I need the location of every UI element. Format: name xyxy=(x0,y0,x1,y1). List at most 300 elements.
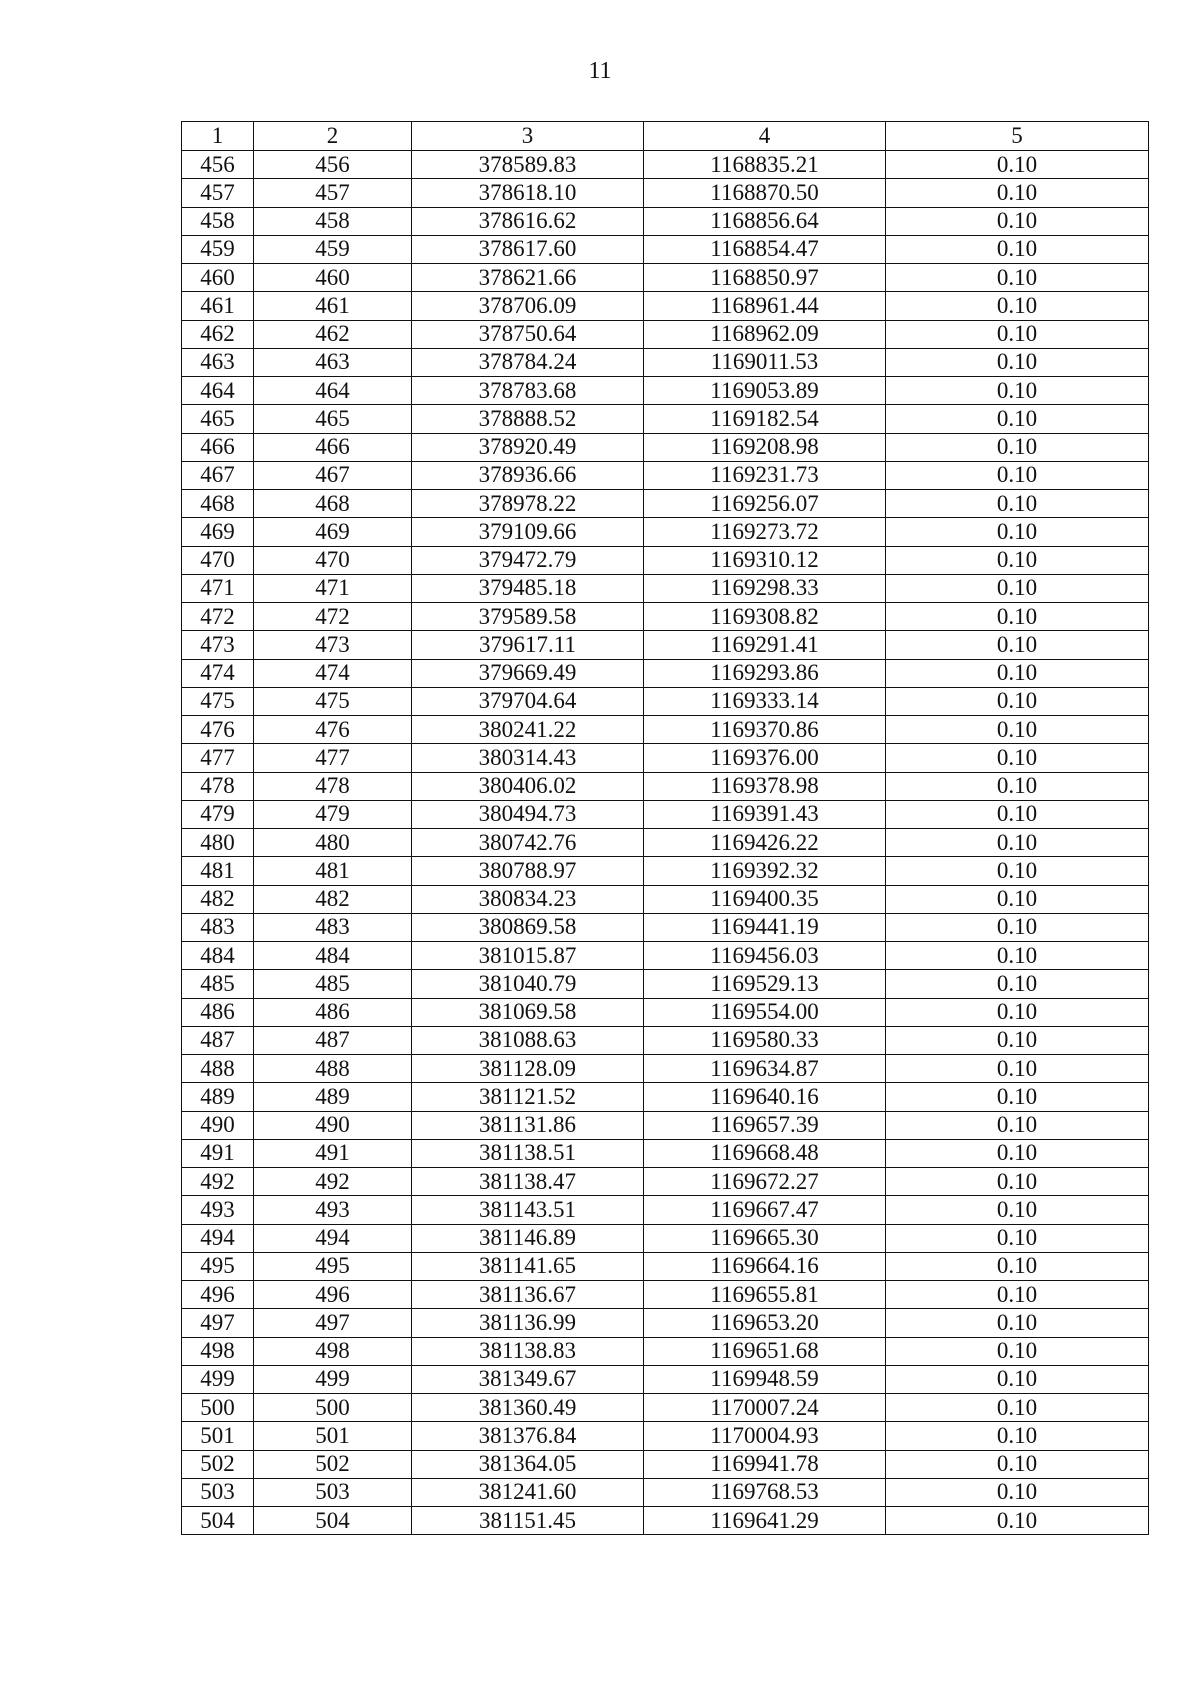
table-cell: 1169053.89 xyxy=(644,377,886,405)
table-cell: 1169308.82 xyxy=(644,603,886,631)
table-cell: 473 xyxy=(182,631,254,659)
table-cell: 471 xyxy=(254,574,412,602)
table-row xyxy=(182,1196,1149,1224)
table-row xyxy=(182,574,1149,602)
table-cell: 0.10 xyxy=(886,1026,1149,1054)
table-cell: 0.10 xyxy=(886,631,1149,659)
table-cell: 0.10 xyxy=(886,1422,1149,1450)
table-row xyxy=(182,970,1149,998)
table-cell: 1170004.93 xyxy=(644,1422,886,1450)
table-cell: 476 xyxy=(182,716,254,744)
table-cell: 460 xyxy=(254,264,412,292)
table-cell: 462 xyxy=(254,320,412,348)
table-cell: 0.10 xyxy=(886,1252,1149,1280)
table-cell: 381138.51 xyxy=(412,1139,644,1167)
table-cell: 504 xyxy=(182,1507,254,1535)
table-cell: 0.10 xyxy=(886,377,1149,405)
table-cell: 478 xyxy=(182,772,254,800)
table-cell: 378784.24 xyxy=(412,348,644,376)
table-cell: 467 xyxy=(182,461,254,489)
column-header: 2 xyxy=(254,122,412,151)
table-cell: 380742.76 xyxy=(412,829,644,857)
table-cell: 1169378.98 xyxy=(644,772,886,800)
table-cell: 487 xyxy=(182,1026,254,1054)
table-cell: 381131.86 xyxy=(412,1111,644,1139)
table-cell: 0.10 xyxy=(886,800,1149,828)
table-row xyxy=(182,1139,1149,1167)
table-cell: 380834.23 xyxy=(412,885,644,913)
table-cell: 381136.99 xyxy=(412,1309,644,1337)
table-row xyxy=(182,461,1149,489)
table-cell: 459 xyxy=(254,235,412,263)
table-row xyxy=(182,1281,1149,1309)
table-row xyxy=(182,518,1149,546)
table-cell: 464 xyxy=(254,377,412,405)
table-cell: 490 xyxy=(182,1111,254,1139)
table-cell: 0.10 xyxy=(886,913,1149,941)
table-row xyxy=(182,377,1149,405)
table-row xyxy=(182,151,1149,179)
table-cell: 0.10 xyxy=(886,179,1149,207)
table-cell: 483 xyxy=(254,913,412,941)
table-cell: 468 xyxy=(254,490,412,518)
table-cell: 501 xyxy=(182,1422,254,1450)
table-cell: 0.10 xyxy=(886,1337,1149,1365)
table-cell: 379704.64 xyxy=(412,687,644,715)
table-cell: 458 xyxy=(254,207,412,235)
table-cell: 503 xyxy=(182,1478,254,1506)
table-cell: 379472.79 xyxy=(412,546,644,574)
table-cell: 0.10 xyxy=(886,687,1149,715)
column-header: 5 xyxy=(886,122,1149,151)
table-cell: 0.10 xyxy=(886,857,1149,885)
table-cell: 1169231.73 xyxy=(644,461,886,489)
table-cell: 0.10 xyxy=(886,716,1149,744)
table-cell: 1169948.59 xyxy=(644,1365,886,1393)
table-cell: 0.10 xyxy=(886,292,1149,320)
table-cell: 463 xyxy=(254,348,412,376)
table-row xyxy=(182,631,1149,659)
table-cell: 480 xyxy=(254,829,412,857)
table-cell: 1169400.35 xyxy=(644,885,886,913)
table-cell: 1169554.00 xyxy=(644,998,886,1026)
table-row xyxy=(182,998,1149,1026)
table-cell: 1169273.72 xyxy=(644,518,886,546)
table-cell: 1169651.68 xyxy=(644,1337,886,1365)
table-row xyxy=(182,942,1149,970)
table-cell: 494 xyxy=(182,1224,254,1252)
table-cell: 488 xyxy=(254,1055,412,1083)
table-cell: 378750.64 xyxy=(412,320,644,348)
table-cell: 380788.97 xyxy=(412,857,644,885)
table-row xyxy=(182,490,1149,518)
table-cell: 380869.58 xyxy=(412,913,644,941)
table-cell: 457 xyxy=(254,179,412,207)
table-row xyxy=(182,659,1149,687)
table-cell: 467 xyxy=(254,461,412,489)
table-row xyxy=(182,235,1149,263)
table-cell: 1169657.39 xyxy=(644,1111,886,1139)
table-cell: 0.10 xyxy=(886,744,1149,772)
table-cell: 478 xyxy=(254,772,412,800)
table-cell: 381121.52 xyxy=(412,1083,644,1111)
table-cell: 0.10 xyxy=(886,264,1149,292)
table-cell: 0.10 xyxy=(886,772,1149,800)
table-cell: 0.10 xyxy=(886,1309,1149,1337)
table-row xyxy=(182,405,1149,433)
table-cell: 456 xyxy=(182,151,254,179)
table-cell: 1169376.00 xyxy=(644,744,886,772)
table-cell: 1169529.13 xyxy=(644,970,886,998)
table-cell: 473 xyxy=(254,631,412,659)
table-cell: 378617.60 xyxy=(412,235,644,263)
table-body xyxy=(182,151,1149,1535)
table-cell: 1168835.21 xyxy=(644,151,886,179)
table-cell: 463 xyxy=(182,348,254,376)
table-cell: 465 xyxy=(254,405,412,433)
table-cell: 379669.49 xyxy=(412,659,644,687)
table-cell: 0.10 xyxy=(886,433,1149,461)
table-cell: 1169426.22 xyxy=(644,829,886,857)
table-cell: 0.10 xyxy=(886,348,1149,376)
table-row xyxy=(182,772,1149,800)
table-cell: 381040.79 xyxy=(412,970,644,998)
table-cell: 1169310.12 xyxy=(644,546,886,574)
table-cell: 379485.18 xyxy=(412,574,644,602)
table-cell: 0.10 xyxy=(886,151,1149,179)
table-cell: 502 xyxy=(254,1450,412,1478)
table-cell: 1169672.27 xyxy=(644,1168,886,1196)
table-cell: 476 xyxy=(254,716,412,744)
table-cell: 491 xyxy=(182,1139,254,1167)
table-cell: 498 xyxy=(182,1337,254,1365)
table-cell: 378621.66 xyxy=(412,264,644,292)
table-cell: 1169665.30 xyxy=(644,1224,886,1252)
table-cell: 1169667.47 xyxy=(644,1196,886,1224)
table-cell: 378978.22 xyxy=(412,490,644,518)
table-cell: 477 xyxy=(254,744,412,772)
table-cell: 0.10 xyxy=(886,1111,1149,1139)
table-cell: 1168856.64 xyxy=(644,207,886,235)
table-cell: 492 xyxy=(254,1168,412,1196)
table-cell: 489 xyxy=(254,1083,412,1111)
table-cell: 492 xyxy=(182,1168,254,1196)
table-cell: 477 xyxy=(182,744,254,772)
table-cell: 485 xyxy=(254,970,412,998)
column-header: 4 xyxy=(644,122,886,151)
table-cell: 381136.67 xyxy=(412,1281,644,1309)
table-row xyxy=(182,1507,1149,1535)
table-row xyxy=(182,687,1149,715)
table-cell: 493 xyxy=(254,1196,412,1224)
table-row xyxy=(182,800,1149,828)
table-row xyxy=(182,1337,1149,1365)
table-cell: 497 xyxy=(254,1309,412,1337)
table-cell: 500 xyxy=(182,1394,254,1422)
table-cell: 469 xyxy=(182,518,254,546)
table-cell: 1169941.78 xyxy=(644,1450,886,1478)
table-cell: 1168854.47 xyxy=(644,235,886,263)
table-cell: 472 xyxy=(182,603,254,631)
table-cell: 378589.83 xyxy=(412,151,644,179)
table-cell: 475 xyxy=(182,687,254,715)
table-cell: 0.10 xyxy=(886,546,1149,574)
table-cell: 380494.73 xyxy=(412,800,644,828)
table-cell: 461 xyxy=(182,292,254,320)
table-cell: 464 xyxy=(182,377,254,405)
table-cell: 381069.58 xyxy=(412,998,644,1026)
table-cell: 0.10 xyxy=(886,1055,1149,1083)
table-cell: 0.10 xyxy=(886,829,1149,857)
table-cell: 457 xyxy=(182,179,254,207)
table-cell: 465 xyxy=(182,405,254,433)
table-cell: 466 xyxy=(182,433,254,461)
table-cell: 0.10 xyxy=(886,518,1149,546)
table-cell: 497 xyxy=(182,1309,254,1337)
table-cell: 484 xyxy=(254,942,412,970)
table-cell: 0.10 xyxy=(886,1478,1149,1506)
table-row xyxy=(182,857,1149,885)
table-cell: 0.10 xyxy=(886,405,1149,433)
table-cell: 0.10 xyxy=(886,970,1149,998)
table-cell: 484 xyxy=(182,942,254,970)
table-row xyxy=(182,1083,1149,1111)
table-cell: 1169298.33 xyxy=(644,574,886,602)
table-cell: 1169293.86 xyxy=(644,659,886,687)
table-cell: 498 xyxy=(254,1337,412,1365)
table-row xyxy=(182,433,1149,461)
table-cell: 487 xyxy=(254,1026,412,1054)
table-cell: 381151.45 xyxy=(412,1507,644,1535)
table-cell: 381241.60 xyxy=(412,1478,644,1506)
table-cell: 469 xyxy=(254,518,412,546)
table-cell: 379589.58 xyxy=(412,603,644,631)
table-cell: 1169668.48 xyxy=(644,1139,886,1167)
table-cell: 381364.05 xyxy=(412,1450,644,1478)
table-cell: 474 xyxy=(182,659,254,687)
table-cell: 1168962.09 xyxy=(644,320,886,348)
table-row xyxy=(182,913,1149,941)
table-cell: 483 xyxy=(182,913,254,941)
table-cell: 493 xyxy=(182,1196,254,1224)
table-cell: 481 xyxy=(182,857,254,885)
table-row xyxy=(182,1309,1149,1337)
table-row xyxy=(182,885,1149,913)
table-cell: 1169580.33 xyxy=(644,1026,886,1054)
table-cell: 381143.51 xyxy=(412,1196,644,1224)
table-cell: 1169256.07 xyxy=(644,490,886,518)
table-cell: 501 xyxy=(254,1422,412,1450)
table-cell: 0.10 xyxy=(886,659,1149,687)
table-cell: 495 xyxy=(254,1252,412,1280)
table-row xyxy=(182,1111,1149,1139)
table-cell: 378936.66 xyxy=(412,461,644,489)
table-cell: 1169391.43 xyxy=(644,800,886,828)
table-cell: 502 xyxy=(182,1450,254,1478)
column-header: 1 xyxy=(182,122,254,151)
table-cell: 456 xyxy=(254,151,412,179)
table-cell: 490 xyxy=(254,1111,412,1139)
table-row xyxy=(182,1365,1149,1393)
table-cell: 481 xyxy=(254,857,412,885)
table-cell: 0.10 xyxy=(886,1168,1149,1196)
table-cell: 489 xyxy=(182,1083,254,1111)
table-cell: 0.10 xyxy=(886,1196,1149,1224)
table-cell: 0.10 xyxy=(886,1365,1149,1393)
table-cell: 381141.65 xyxy=(412,1252,644,1280)
page-number: 11 xyxy=(588,58,612,84)
table-cell: 486 xyxy=(182,998,254,1026)
table-row xyxy=(182,1224,1149,1252)
table-cell: 1169441.19 xyxy=(644,913,886,941)
table-cell: 479 xyxy=(182,800,254,828)
table-row xyxy=(182,603,1149,631)
table-row xyxy=(182,1422,1149,1450)
table-row xyxy=(182,1450,1149,1478)
table-cell: 1169640.16 xyxy=(644,1083,886,1111)
table-cell: 1169655.81 xyxy=(644,1281,886,1309)
table-cell: 503 xyxy=(254,1478,412,1506)
table-cell: 482 xyxy=(254,885,412,913)
table-cell: 0.10 xyxy=(886,885,1149,913)
table-cell: 380314.43 xyxy=(412,744,644,772)
table-cell: 472 xyxy=(254,603,412,631)
table-row xyxy=(182,320,1149,348)
table-cell: 381138.83 xyxy=(412,1337,644,1365)
column-header: 3 xyxy=(412,122,644,151)
table-row xyxy=(182,546,1149,574)
table-cell: 380406.02 xyxy=(412,772,644,800)
table-cell: 475 xyxy=(254,687,412,715)
table-cell: 378618.10 xyxy=(412,179,644,207)
table-row xyxy=(182,1478,1149,1506)
table-cell: 474 xyxy=(254,659,412,687)
coordinates-table xyxy=(181,121,1149,1535)
table-cell: 1169768.53 xyxy=(644,1478,886,1506)
table-cell: 482 xyxy=(182,885,254,913)
table-cell: 491 xyxy=(254,1139,412,1167)
table-cell: 1169208.98 xyxy=(644,433,886,461)
table-cell: 379109.66 xyxy=(412,518,644,546)
table-cell: 1169653.20 xyxy=(644,1309,886,1337)
table-cell: 0.10 xyxy=(886,320,1149,348)
table-cell: 486 xyxy=(254,998,412,1026)
table-cell: 480 xyxy=(182,829,254,857)
table-row xyxy=(182,1252,1149,1280)
table-cell: 1169456.03 xyxy=(644,942,886,970)
table-cell: 381128.09 xyxy=(412,1055,644,1083)
table-row xyxy=(182,744,1149,772)
table-cell: 461 xyxy=(254,292,412,320)
table-cell: 466 xyxy=(254,433,412,461)
table-row xyxy=(182,264,1149,292)
table-cell: 1168850.97 xyxy=(644,264,886,292)
table-cell: 0.10 xyxy=(886,998,1149,1026)
table-row xyxy=(182,1026,1149,1054)
table-row xyxy=(182,829,1149,857)
table-cell: 504 xyxy=(254,1507,412,1535)
table-cell: 460 xyxy=(182,264,254,292)
table-cell: 495 xyxy=(182,1252,254,1280)
table-cell: 0.10 xyxy=(886,1083,1149,1111)
table-cell: 496 xyxy=(182,1281,254,1309)
table-row xyxy=(182,179,1149,207)
table-cell: 462 xyxy=(182,320,254,348)
table-cell: 1169333.14 xyxy=(644,687,886,715)
table-cell: 485 xyxy=(182,970,254,998)
table-cell: 0.10 xyxy=(886,1139,1149,1167)
table-row xyxy=(182,1394,1149,1422)
table-cell: 1169392.32 xyxy=(644,857,886,885)
table-cell: 494 xyxy=(254,1224,412,1252)
table-cell: 380241.22 xyxy=(412,716,644,744)
table-row xyxy=(182,207,1149,235)
table-cell: 381360.49 xyxy=(412,1394,644,1422)
table-cell: 458 xyxy=(182,207,254,235)
table-cell: 1168961.44 xyxy=(644,292,886,320)
table-cell: 379617.11 xyxy=(412,631,644,659)
table-cell: 378616.62 xyxy=(412,207,644,235)
table-cell: 381015.87 xyxy=(412,942,644,970)
table-cell: 468 xyxy=(182,490,254,518)
table-cell: 1169634.87 xyxy=(644,1055,886,1083)
table-cell: 0.10 xyxy=(886,942,1149,970)
table-cell: 0.10 xyxy=(886,1507,1149,1535)
table-header-row xyxy=(182,122,1149,151)
table-row xyxy=(182,348,1149,376)
table-cell: 479 xyxy=(254,800,412,828)
table-cell: 1168870.50 xyxy=(644,179,886,207)
table-cell: 496 xyxy=(254,1281,412,1309)
table-cell: 499 xyxy=(182,1365,254,1393)
table-row xyxy=(182,1055,1149,1083)
table-cell: 470 xyxy=(182,546,254,574)
table-cell: 1169641.29 xyxy=(644,1507,886,1535)
table-cell: 1169370.86 xyxy=(644,716,886,744)
table-cell: 0.10 xyxy=(886,207,1149,235)
table-cell: 0.10 xyxy=(886,1281,1149,1309)
table-cell: 1169182.54 xyxy=(644,405,886,433)
table-row xyxy=(182,292,1149,320)
table-cell: 0.10 xyxy=(886,461,1149,489)
table-cell: 1169664.16 xyxy=(644,1252,886,1280)
table-cell: 381349.67 xyxy=(412,1365,644,1393)
table-cell: 378888.52 xyxy=(412,405,644,433)
table-cell: 1169291.41 xyxy=(644,631,886,659)
table-cell: 0.10 xyxy=(886,1394,1149,1422)
table-cell: 459 xyxy=(182,235,254,263)
table-cell: 378706.09 xyxy=(412,292,644,320)
table-cell: 378783.68 xyxy=(412,377,644,405)
table-cell: 470 xyxy=(254,546,412,574)
table-row xyxy=(182,716,1149,744)
table-cell: 471 xyxy=(182,574,254,602)
table-cell: 378920.49 xyxy=(412,433,644,461)
table-cell: 381146.89 xyxy=(412,1224,644,1252)
table-cell: 0.10 xyxy=(886,603,1149,631)
table-row xyxy=(182,1168,1149,1196)
table-cell: 0.10 xyxy=(886,574,1149,602)
table-cell: 381088.63 xyxy=(412,1026,644,1054)
table-cell: 499 xyxy=(254,1365,412,1393)
table-cell: 500 xyxy=(254,1394,412,1422)
table-cell: 1170007.24 xyxy=(644,1394,886,1422)
table-cell: 381138.47 xyxy=(412,1168,644,1196)
table-cell: 0.10 xyxy=(886,1224,1149,1252)
table-cell: 488 xyxy=(182,1055,254,1083)
table-cell: 0.10 xyxy=(886,490,1149,518)
table-cell: 1169011.53 xyxy=(644,348,886,376)
